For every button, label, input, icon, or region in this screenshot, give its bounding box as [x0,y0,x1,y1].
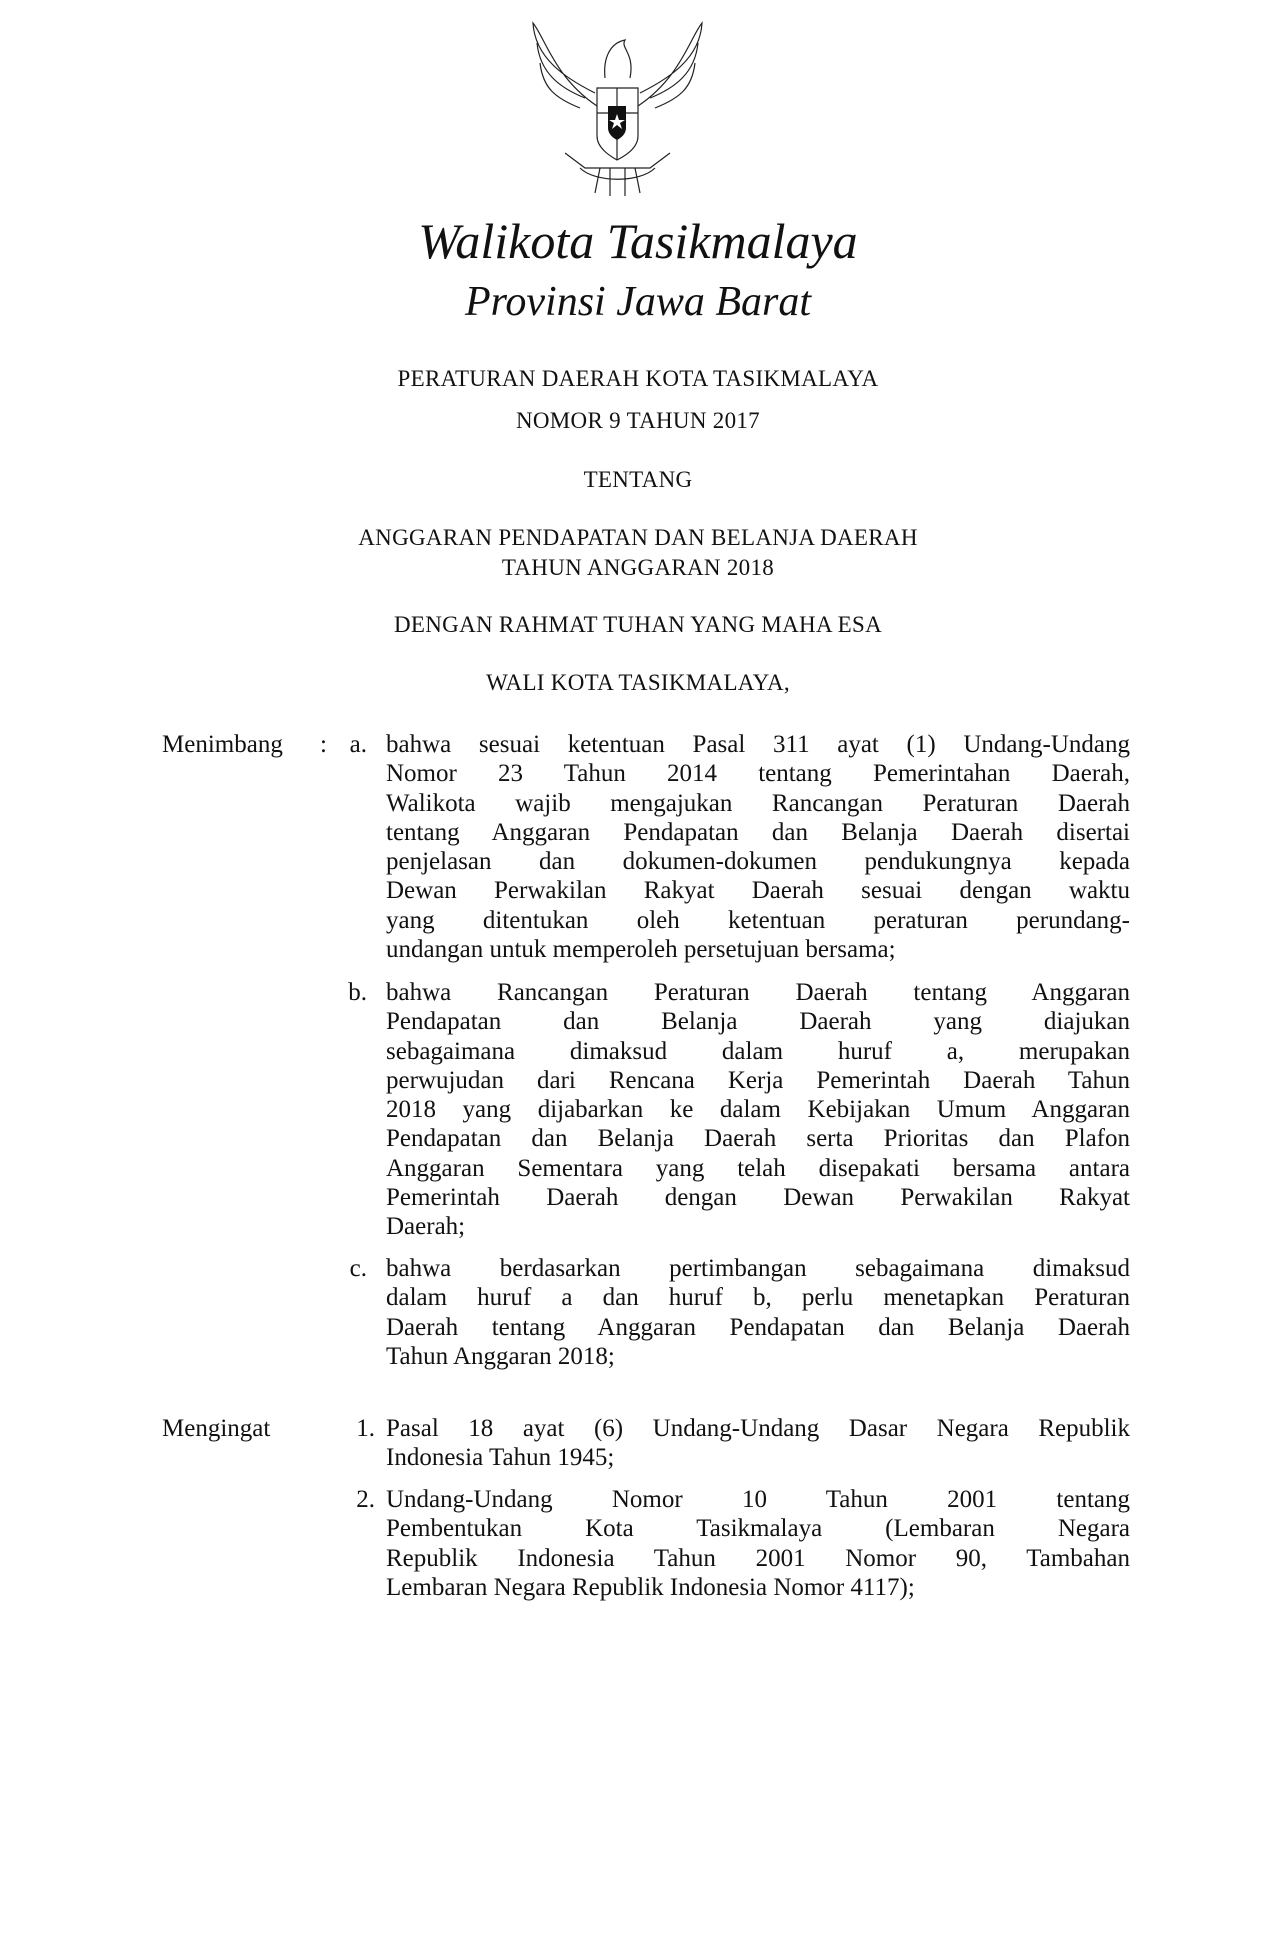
item-marker: 2. [356,1486,375,1513]
text-line: Pemerintah Daerah dengan Dewan Perwakilan Rakyat [386,1184,1130,1212]
menimbang-item [386,978,1130,1242]
garuda-emblem [525,18,710,203]
text-line: Anggaran Sementara yang telah disepakati bersama antara [386,1154,1130,1182]
text-line: perwujudan dari Rencana Kerja Pemerintah Daerah Tahun [386,1066,1130,1094]
letterhead-title: Walikota Tasikmalaya [418,213,858,269]
text-line: Walikota wajib mengajukan Rancangan Peraturan Daerah [386,789,1130,817]
menimbang-item [386,1254,1130,1371]
item-marker: 1. [356,1415,375,1442]
text-line: bahwa berdasarkan pertimbangan sebagaimana dimaksud [386,1255,1130,1282]
text-line: Dewan Perwakilan Rakyat Daerah sesuai dengan waktu [386,877,1130,905]
text-line: dalam huruf a dan huruf b, perlu menetapkan Peraturan [386,1284,1130,1312]
mengingat-item [386,1485,1130,1602]
regulation-number: NOMOR 9 TAHUN 2017 [515,408,760,433]
text-line: Pasal 18 ayat (6) Undang-Undang Dasar Negara Republik [386,1415,1130,1442]
item-marker: a. [349,731,367,758]
text-line: tentang Anggaran Pendapatan dan Belanja Daerah disertai [386,818,1130,846]
text-line: Pembentukan Kota Tasikmalaya (Lembaran Negara [386,1515,1130,1543]
regulation-title: PERATURAN DAERAH KOTA TASIKMALAYA [397,366,879,391]
item-marker: c. [349,1255,367,1282]
text-line: Pendapatan dan Belanja Daerah yang diajukan [386,1008,1130,1036]
grace-line: DENGAN RAHMAT TUHAN YANG MAHA ESA [393,612,883,637]
authority-line: WALI KOTA TASIKMALAYA, [486,670,790,695]
mengingat-item [386,1414,1130,1473]
letterhead-subtitle: Provinsi Jawa Barat [464,279,812,325]
subject-line-1: ANGGARAN PENDAPATAN DAN BELANJA DAERAH [358,525,918,550]
text-line: Daerah; [386,1213,466,1241]
text-line: undangan untuk memperoleh persetujuan bersama; [386,936,896,964]
text-line: yang ditentukan oleh ketentuan peraturan perundang- [386,906,1130,934]
text-line: Nomor 23 Tahun 2014 tentang Pemerintahan Daerah, [386,760,1130,788]
mengingat-label: Mengingat [162,1415,271,1442]
text-line: sebagaimana dimaksud dalam huruf a, merupakan [386,1037,1130,1065]
text-line: Undang-Undang Nomor 10 Tahun 2001 tentang [386,1486,1130,1513]
text-line: Daerah tentang Anggaran Pendapatan dan Belanja Daerah [386,1313,1130,1341]
subject-line-2: TAHUN ANGGARAN 2018 [501,555,775,580]
text-line: Lembaran Negara Republik Indonesia Nomor 4117); [386,1573,915,1601]
text-line: Republik Indonesia Tahun 2001 Nomor 90, Tambahan [386,1544,1130,1572]
text-line: 2018 yang dijabarkan ke dalam Kebijakan Umum Anggaran [386,1096,1130,1124]
menimbang-label: Menimbang [162,731,283,758]
text-line: Indonesia Tahun 1945; [386,1444,615,1472]
text-line: bahwa Rancangan Peraturan Daerah tentang Anggaran [386,979,1130,1006]
text-line: penjelasan dan dokumen-dokumen pendukungnya kepada [386,848,1130,876]
text-line: bahwa sesuai ketentuan Pasal 311 ayat (1) Undang-Undang [386,731,1130,758]
item-marker: b. [348,979,367,1006]
text-line: Tahun Anggaran 2018; [386,1342,615,1370]
menimbang-item [386,730,1130,964]
about-heading: TENTANG [583,467,693,492]
menimbang-colon: : [320,731,327,758]
text-line: Pendapatan dan Belanja Daerah serta Prioritas dan Plafon [386,1125,1130,1153]
